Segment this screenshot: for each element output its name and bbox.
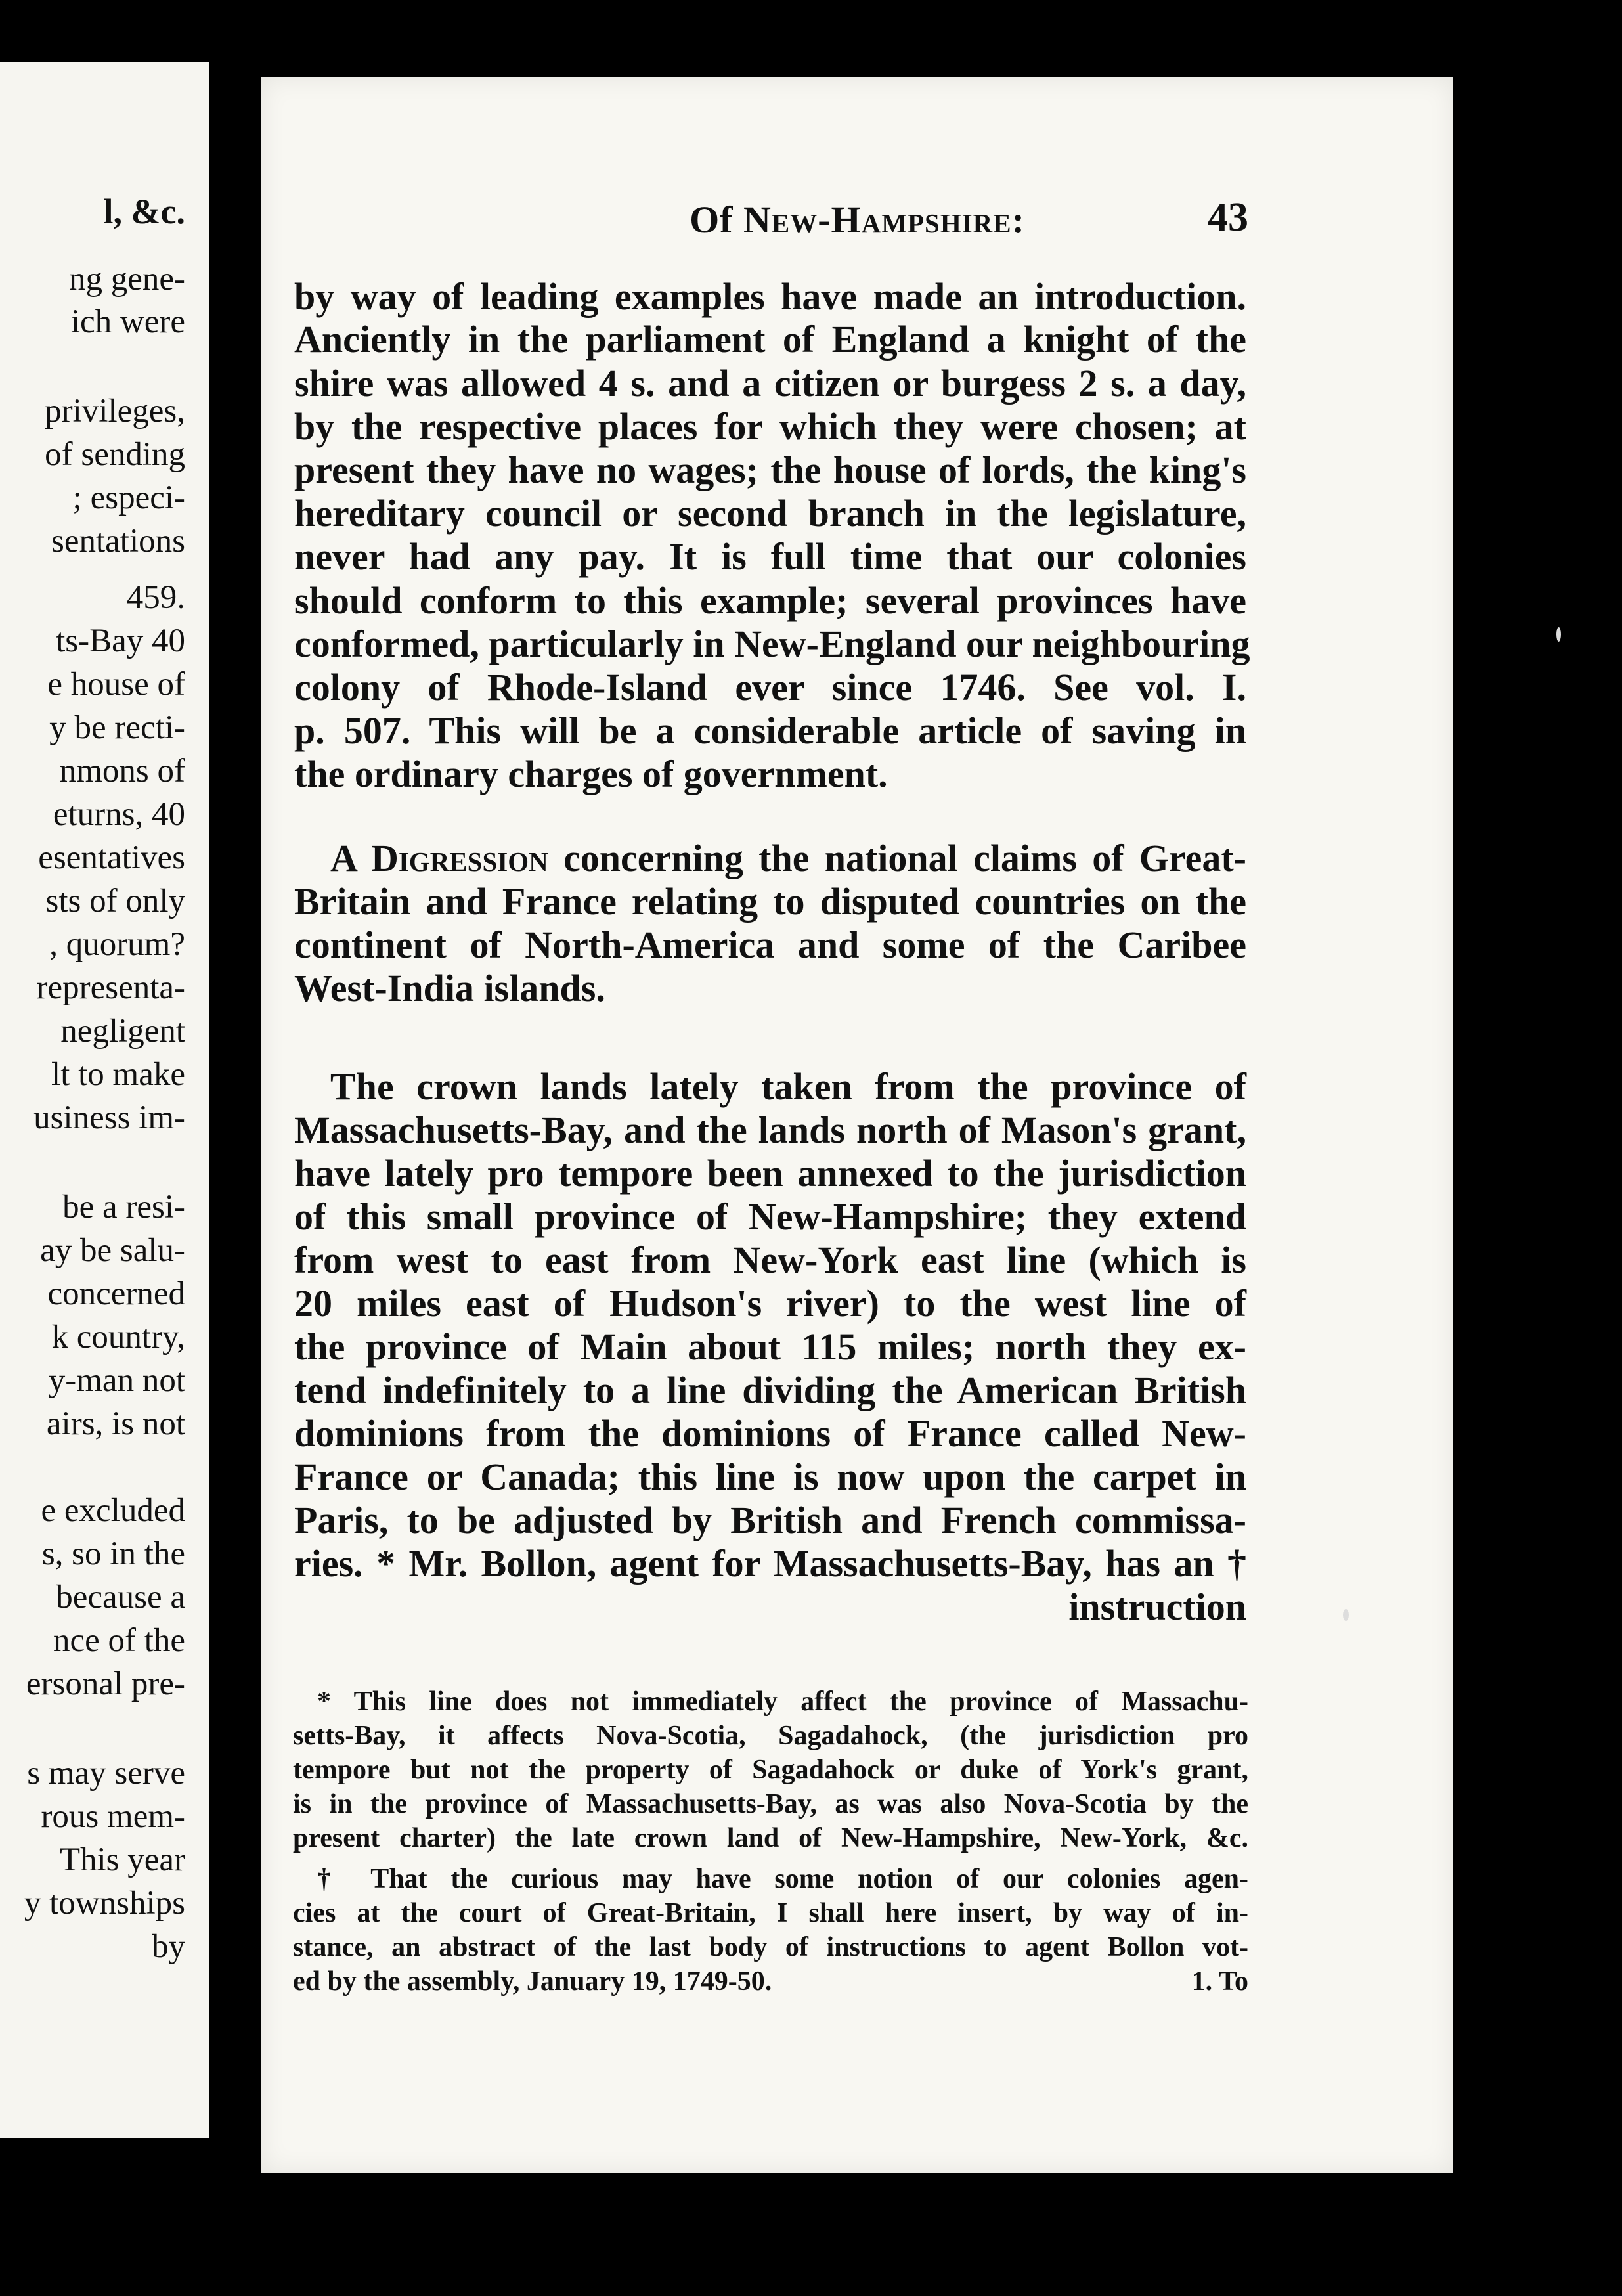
digression-line: West-India islands.: [294, 967, 605, 1009]
left-text-line: This year: [59, 1842, 185, 1878]
left-text-line: by: [152, 1928, 185, 1965]
left-text-line: y be recti-: [49, 709, 185, 746]
body-line: never had any pay. It is full time that our colonies: [294, 535, 1246, 578]
margin-speck: [1556, 627, 1561, 642]
left-text-line: privileges,: [45, 393, 185, 430]
left-text-line: , quorum?: [49, 926, 185, 963]
left-text-line: s may serve: [27, 1755, 185, 1792]
body-line: Paris, to be adjusted by British and French commissa-: [294, 1499, 1246, 1541]
body-line: 20 miles east of Hudson's river) to the west line of: [294, 1282, 1246, 1325]
left-text-line: eturns, 40: [53, 796, 185, 833]
left-text-line: esentatives: [38, 839, 185, 876]
body-line: hereditary council or second branch in the legislature,: [294, 492, 1246, 535]
left-text-line: s, so in the: [41, 1535, 185, 1572]
left-running-head: l, &c.: [103, 192, 185, 231]
body-line: have lately pro tempore been annexed to the jurisdiction: [294, 1152, 1246, 1195]
digression-line: continent of North-America and some of the Caribee: [294, 923, 1246, 966]
footnote-line: † That the curious may have some notion of our colonies agen-: [317, 1864, 1248, 1894]
left-text-line: sts of only: [45, 883, 185, 919]
left-text-line: ich were: [70, 303, 185, 340]
left-text-line: rous mem-: [41, 1798, 185, 1835]
body-line: France or Canada; this line is now upon the carpet in: [294, 1455, 1246, 1498]
left-text-line: concerned: [47, 1275, 185, 1312]
left-text-line: negligent: [60, 1013, 185, 1049]
page-number: 43: [1208, 195, 1248, 240]
left-text-line: nmons of: [59, 753, 185, 789]
running-head: [261, 198, 1453, 242]
left-text-line: representa-: [36, 969, 185, 1006]
left-text-line: y townships: [24, 1885, 185, 1922]
left-text-line: of sending: [45, 436, 185, 473]
left-text-line: lt to make: [51, 1056, 185, 1093]
footnote-line: * This line does not immediately affect the province of Massachu-: [317, 1687, 1248, 1717]
body-line: the ordinary charges of government.: [294, 753, 888, 795]
body-line: Anciently in the parliament of England a knight of the: [294, 318, 1246, 361]
digression-first-line: [330, 839, 1246, 877]
footnote-line: cies at the court of Great-Britain, I shall here insert, by way of in-: [293, 1898, 1248, 1928]
footnote-line: setts-Bay, it affects Nova-Scotia, Sagadahock, (the jurisdiction pro: [293, 1721, 1248, 1751]
left-text-line: ay be salu-: [40, 1232, 185, 1269]
footnote-catchword: 1. To: [1191, 1966, 1248, 1997]
left-text-line: usiness im-: [33, 1099, 185, 1136]
left-facing-page: [0, 62, 209, 2138]
left-text-line: ng gene-: [68, 261, 185, 298]
body-line: present they have no wages; the house of lords, the king's: [294, 449, 1246, 491]
left-text-line: ; especi-: [72, 479, 185, 516]
body-line: from west to east from New-York east line (which is: [294, 1239, 1246, 1281]
body-line: colony of Rhode-Island ever since 1746. See vol. I.: [294, 666, 1246, 709]
left-text-line: k country,: [51, 1319, 185, 1356]
book-page: [261, 77, 1453, 2173]
body-line: p. 507. This will be a considerable article of saving in: [294, 709, 1246, 752]
footnote-line: stance, an abstract of the last body of instructions to agent Bollon vot-: [293, 1932, 1248, 1962]
body-line: dominions from the dominions of France called New-: [294, 1412, 1246, 1455]
left-text-line: y-man not: [48, 1362, 185, 1399]
body-line: The crown lands lately taken from the province of: [330, 1065, 1246, 1108]
digression-label: Digression: [370, 837, 548, 879]
body-line: conformed, particularly in New-England our neighbouring: [294, 623, 1250, 665]
digression-prefix: A: [330, 837, 371, 879]
catchword: instruction: [1068, 1585, 1246, 1628]
left-text-line: be a resi-: [62, 1189, 185, 1225]
left-text-line: e excluded: [41, 1492, 185, 1529]
left-text-line: airs, is not: [46, 1405, 185, 1442]
body-line: by way of leading examples have made an introduction.: [294, 275, 1246, 318]
body-line: Massachusetts-Bay, and the lands north of Mason's grant,: [294, 1109, 1246, 1151]
body-line: the province of Main about 115 miles; north they ex-: [294, 1325, 1246, 1368]
body-line: of this small province of New-Hampshire; they extend: [294, 1195, 1246, 1238]
footnote-line: present charter) the late crown land of New-Hampshire, New-York, &c.: [293, 1823, 1248, 1853]
body-line: tend indefinitely to a line dividing the American British: [294, 1369, 1246, 1411]
left-text-line: sentations: [51, 523, 185, 560]
left-text-line: ts-Bay 40: [56, 623, 185, 659]
left-text-line: 459.: [126, 579, 185, 616]
body-line: shire was allowed 4 s. and a citizen or burgess 2 s. a day,: [294, 362, 1246, 405]
footnote-line: is in the province of Massachusetts-Bay, as was also Nova-Scotia by the: [293, 1789, 1248, 1819]
left-text-line: because a: [56, 1579, 185, 1616]
body-line: should conform to this example; several provinces have: [294, 579, 1246, 622]
running-head-title: New-Hampshire:: [743, 198, 1025, 241]
digression-line: Britain and France relating to disputed countries on the: [294, 880, 1246, 923]
footnote-line: tempore but not the property of Sagadahock or duke of York's grant,: [293, 1755, 1248, 1785]
footnote-last-line: [293, 1968, 1248, 1995]
footnote-last-text: ed by the assembly, January 19, 1749-50.: [293, 1966, 772, 1997]
left-text-line: e house of: [47, 666, 185, 703]
left-text-line: ersonal pre-: [26, 1666, 185, 1702]
digression-rest: concerning the national claims of Great-: [548, 837, 1246, 879]
body-line: by the respective places for which they were chosen; at: [294, 405, 1246, 448]
margin-speck: [1343, 1609, 1349, 1621]
left-text-line: nce of the: [53, 1622, 185, 1659]
running-head-prefix: Of: [690, 198, 743, 241]
body-line: ries. * Mr. Bollon, agent for Massachusetts-Bay, has an †: [294, 1542, 1246, 1585]
